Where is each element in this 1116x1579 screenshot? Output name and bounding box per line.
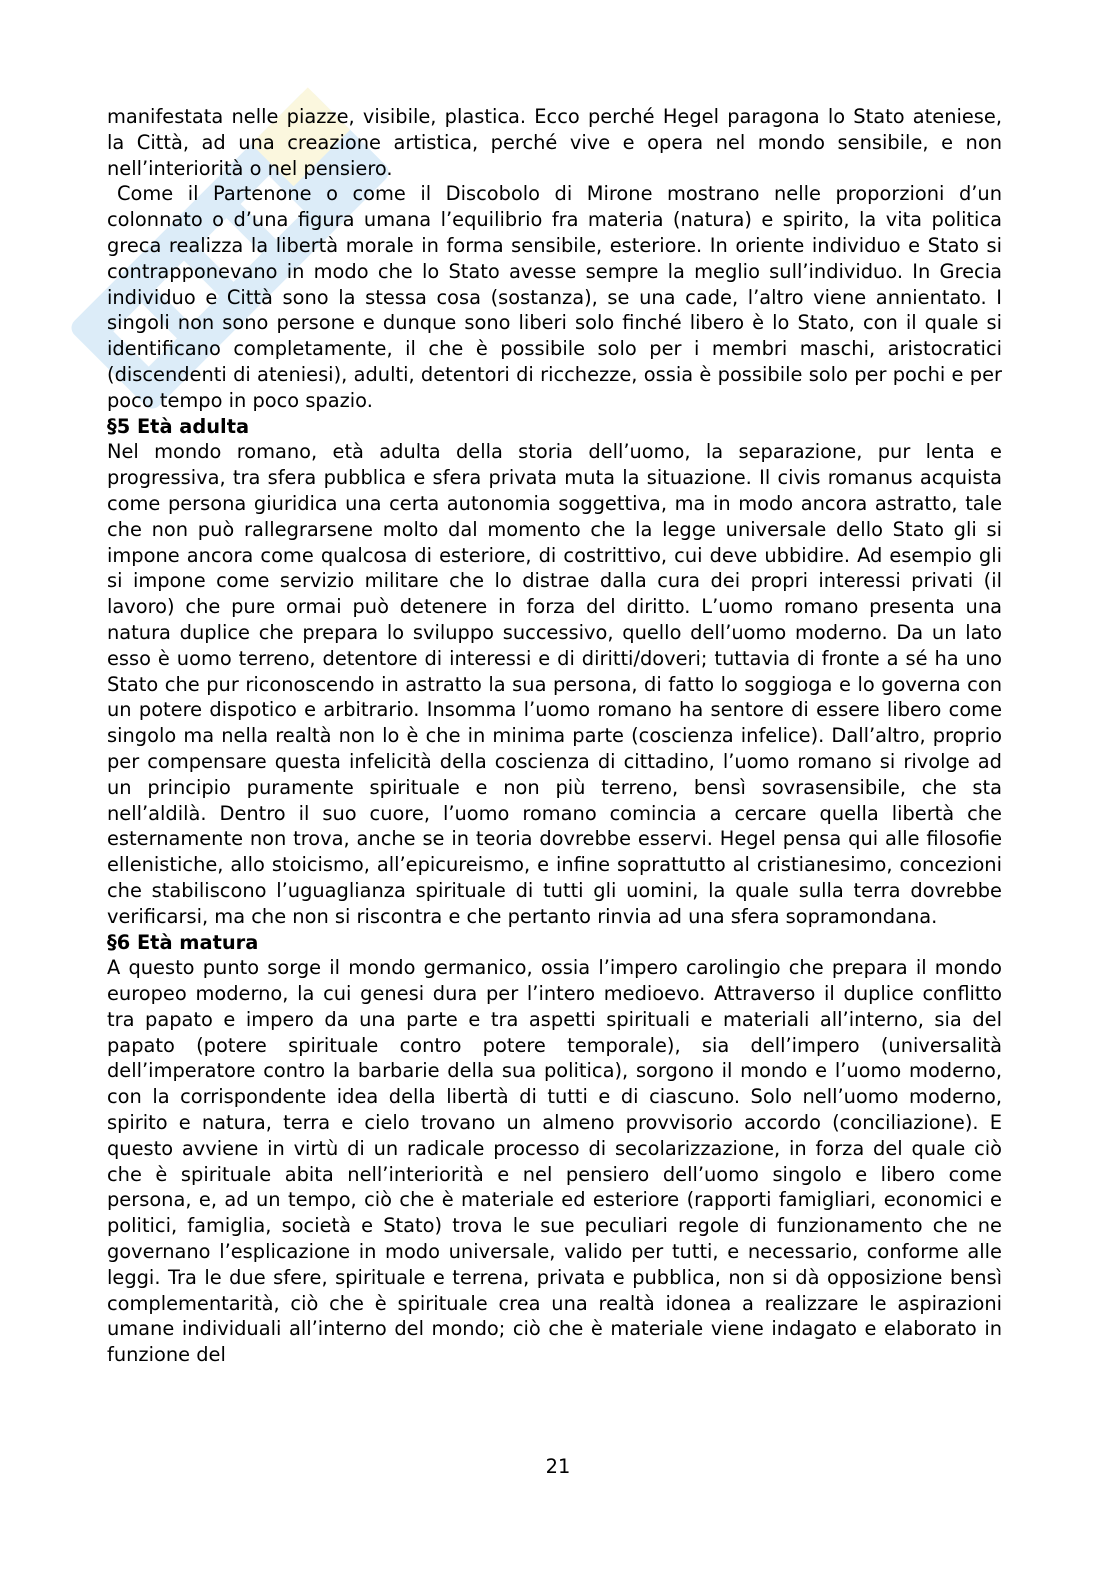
section-heading-5: §5 Età adulta	[107, 414, 250, 438]
section-heading-6: §6 Età matura	[107, 930, 259, 954]
document-page	[107, 104, 1002, 1368]
intro-paragraph-2: Come il Partenone o come il Discobolo di Mirone mostrano nelle proporzioni d’un colonnato o d’una figura umana l’equilibrio fra materia (natura) e spirito, la vita politica greca realizza la libertà morale in forma sensibile, esteriore. In oriente individuo e Stato si contrapponevano in modo che lo Stato avesse sempre la meglio sull’individuo. In Grecia individuo e Città sono la stessa cosa (sostanza), se una cade, l’altro viene annientato. I singoli non sono persone e dunque sono liberi solo finché libero è lo Stato, con il quale si identificano completamente, il che è possibile solo per i membri maschi, aristocratici (discendenti di ateniesi), adulti, detentori di ricchezze, ossia è possibile solo per pochi e per poco tempo in poco spazio.	[107, 182, 1002, 412]
section-body-5: Nel mondo romano, età adulta della storia dell’uomo, la separazione, pur lenta e progressiva, tra sfera pubblica e sfera privata muta la situazione. Il civis romanus acquista come persona giuridica una certa autonomia soggettiva, ma in modo ancora astratto, tale che non può rallegrarsene molto dal momento che la legge universale dello Stato gli si impone ancora come qualcosa di esteriore, di costrittivo, cui deve ubbidire. Ad esempio gli si impone come servizio militare che lo distrae dalla cura dei propri interessi privati (il lavoro) che pure ormai può detenere in forza del diritto. L’uomo romano presenta una natura duplice che prepara lo sviluppo successivo, quello dell’uomo moderno. Da un lato esso è uomo terreno, detentore di interessi e di diritti/doveri; tuttavia di fronte a sé ha uno Stato che pur riconoscendo in astratto la sua persona, di fatto lo soggioga e lo governa con un potere dispotico e arbitrario. Insomma l’uomo romano ha sentore di essere libero come singolo ma nella realtà non lo è che in minima parte (coscienza infelice). Dall’altro, proprio per compensare questa infelicità della coscienza di cittadino, l’uomo romano si rivolge ad un principio puramente spirituale e non più terreno, bensì sovrasensibile, che sta nell’aldilà. Dentro il suo cuore, l’uomo romano comincia a cercare quella libertà che esternamente non trova, anche se in teoria dovrebbe esservi. Hegel pensa qui alle filosofie ellenistiche, allo stoicismo, all’epicureismo, e infine soprattutto al cristianesimo, concezioni che stabiliscono l’uguaglianza spirituale di tutti gli uomini, la quale sulla terra dovrebbe verificarsi, ma che non si riscontra e che pertanto rinvia ad una sfera sopramondana.	[107, 440, 1002, 928]
intro-paragraph-1: manifestata nelle piazze, visibile, plastica. Ecco perché Hegel paragona lo Stato ateniese, la Città, ad una creazione artistica, perché vive e opera nel mondo sensibile, e non nell’interiorità o nel pensiero.	[107, 105, 1002, 180]
page-number: 21	[545, 1455, 571, 1478]
section-body-6: A questo punto sorge il mondo germanico, ossia l’impero carolingio che prepara il mondo europeo moderno, la cui genesi dura per l’intero medioevo. Attraverso il duplice conflitto tra papato e impero da una parte e tra aspetti spirituali e materiali all’interno, sia del papato (potere spirituale contro potere temporale), sia dell’impero (universalità dell’imperatore contro la barbarie della sua politica), sorgono il mondo e l’uomo moderno, con la corrispondente idea della libertà di tutti e di ciascuno. Solo nell’uomo moderno, spirito e natura, terra e cielo trovano un almeno provvisorio accordo (conciliazione). E questo avviene in virtù di un radicale processo di secolarizzazione, in forza del quale ciò che è spirituale abita nell’interiorità e nel pensiero dell’uomo singolo e libero come persona, e, ad un tempo, ciò che è materiale ed esteriore (rapporti famigliari, economici e politici, famiglia, società e Stato) trova le sue peculiari regole di funzionamento che ne governano l’esplicazione in modo universale, valido per tutti, e necessario, conforme alle leggi. Tra le due sfere, spirituale e terrena, privata e pubblica, non si dà opposizione bensì complementarità, ciò che è spirituale crea una realtà idonea a realizzare le aspirazioni umane individuali all’interno del mondo; ciò che è materiale viene indagato e elaborato in funzione del	[107, 956, 1002, 1367]
